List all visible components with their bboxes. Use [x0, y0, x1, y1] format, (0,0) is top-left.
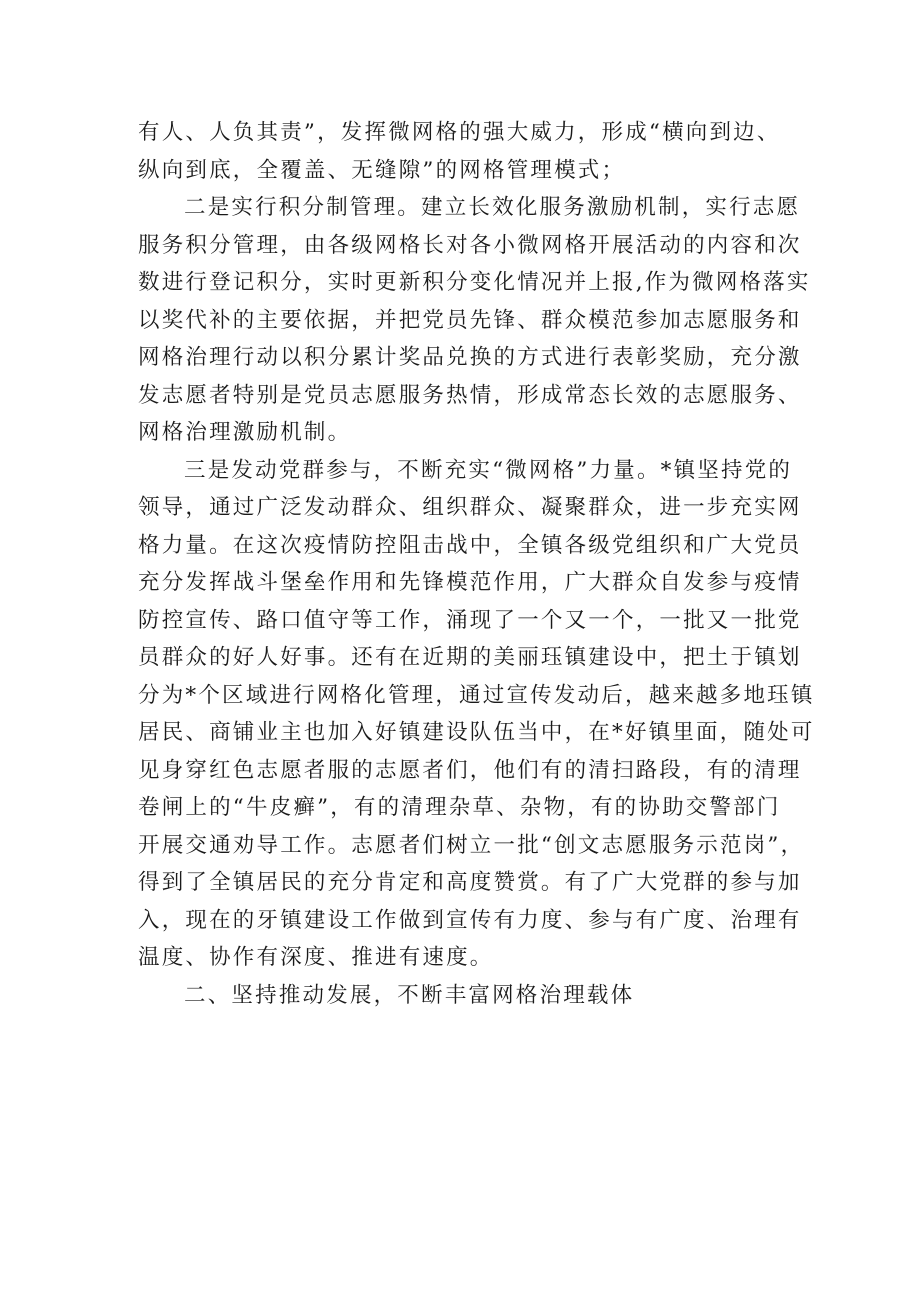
- text-line: 见身穿红色志愿者服的志愿者们，他们有的清扫路段，有的清理: [138, 757, 802, 783]
- text-line: 以奖代补的主要依据，并把党员先锋、群众模范参加志愿服务和: [138, 307, 802, 333]
- paragraph: [138, 189, 811, 452]
- text-line: 温度、协作有深度、推进有速度。: [138, 945, 494, 970]
- heading-text: 二、坚持推动发展，不断丰富网格治理载体: [184, 982, 635, 1008]
- text-line: 分为*个区域进行网格化管理，通过宣传发动后，越来越多地珏镇: [138, 682, 815, 708]
- text-line: 网格治理激励机制。: [138, 420, 352, 445]
- paragraph: [138, 114, 798, 189]
- text-line: 网格治理行动以积分累计奖品兑换的方式进行表彰奖励，充分激: [138, 345, 802, 370]
- text-line: 得到了全镇居民的充分肯定和高度赞赏。有了广大党群的参与加: [138, 870, 802, 895]
- text-line: 领导，通过广泛发动群众、组织群众、凝聚群众，进一步充实网: [138, 495, 802, 520]
- text-line: 员群众的好人好事。还有在近期的美丽珏镇建设中，把土于镇划: [138, 645, 802, 670]
- text-line: 数进行登记积分，实时更新积分变化情况并上报,作为微网格落实: [138, 270, 811, 295]
- text-line: 入，现在的牙镇建设工作做到宣传有力度、参与有广度、治理有: [138, 907, 802, 933]
- text-line: 防控宣传、路口值守等工作，涌现了一个又一个，一批又一批党: [138, 607, 802, 633]
- text-line: 充分发挥战斗堡垒作用和先锋模范作用，广大群众自发参与疫情: [138, 570, 802, 595]
- text-line: 三是发动党群参与，不断充实“微网格”力量。*镇坚持党的: [184, 457, 793, 483]
- text-line: 服务积分管理，由各级网格长对各小微网格开展活动的内容和次: [138, 232, 802, 258]
- text-line: 发志愿者特别是党员志愿服务热情，形成常态长效的志愿服务、: [138, 382, 802, 408]
- text-line: 开展交通劝导工作。志愿者们树立一批“创文志愿服务示范岗”，: [138, 832, 805, 858]
- text-line: 卷闸上的“牛皮癣”，有的清理杂草、杂物，有的协助交警部门: [138, 795, 781, 820]
- paragraph: [138, 452, 815, 977]
- text-line: 二是实行积分制管理。建立长效化服务激励机制，实行志愿: [184, 195, 801, 220]
- document-body: [138, 114, 815, 1014]
- text-line: 有人、人负其责”，发挥微网格的强大威力，形成“横向到边、: [138, 120, 781, 145]
- text-line: 格力量。在这次疫情防控阻击战中，全镇各级党组织和广大党员: [138, 532, 802, 558]
- text-line: 纵向到底，全覆盖、无缝隙”的网格管理模式；: [138, 157, 626, 183]
- section-heading: [138, 977, 798, 1015]
- text-line: 居民、商铺业主也加入好镇建设队伍当中，在*好镇里面，随处可: [138, 720, 815, 745]
